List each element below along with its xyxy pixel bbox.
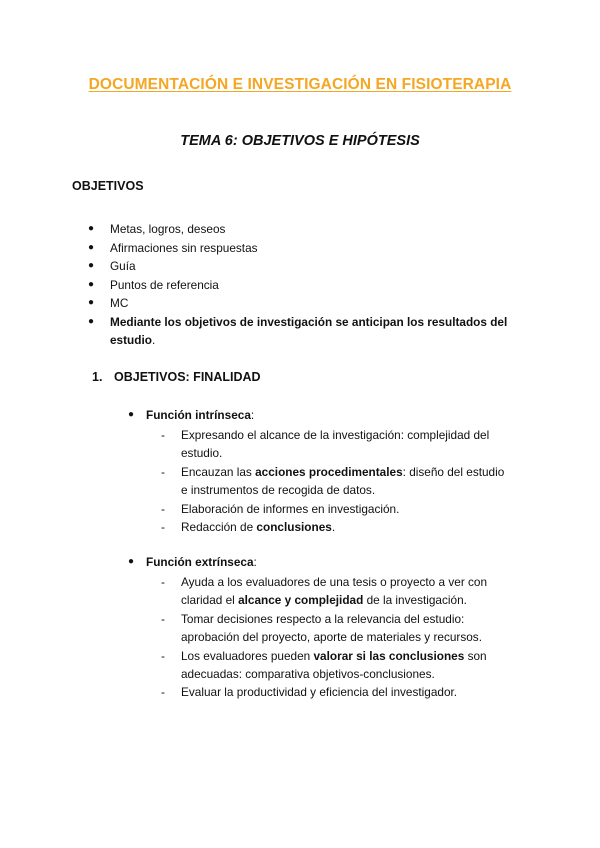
intrinsic-function-title: ● Función intrínseca: xyxy=(128,408,255,422)
dash-icon: - xyxy=(161,611,165,626)
section-heading: OBJETIVOS xyxy=(72,179,144,193)
dash-icon: - xyxy=(161,575,165,589)
list-item: - Tomar decisiones respecto a la relevancia del estudio: aprobación del proyecto, aporte de materiales y recursos. xyxy=(161,611,482,645)
list-item: ● Guía xyxy=(88,257,528,276)
list-item: - Los evaluadores pueden valorar si las conclusiones son adecuadas: comparativa objetivos-conclusiones. xyxy=(161,648,487,682)
bullet-icon: ● xyxy=(128,556,135,567)
topic-title: TEMA 6: OBJETIVOS E HIPÓTESIS xyxy=(180,133,420,149)
list-item-bold: ● Mediante los objetivos de investigación se anticipan los resultados del estudio. xyxy=(88,314,508,347)
bullet-icon: ● xyxy=(88,223,95,234)
objectives-bullet-list xyxy=(88,220,528,350)
list-item: ● Puntos de referencia xyxy=(88,276,528,295)
bullet-icon: ● xyxy=(88,278,95,290)
heading-text: OBJETIVOS: FINALIDAD xyxy=(114,370,261,384)
list-item: - Expresando el alcance de la investigación: complejidad del estudio. xyxy=(161,428,490,461)
dash-icon: - xyxy=(161,685,165,700)
bullet-icon: ● xyxy=(128,409,135,420)
document-title: DOCUMENTACIÓN E INVESTIGACIÓN EN FISIOTERAPIA xyxy=(88,76,512,93)
bullet-icon: ● xyxy=(88,315,95,327)
list-item: ● MC xyxy=(88,294,528,313)
list-item: - Evaluar la productividad y eficiencia del investigador. xyxy=(161,683,506,701)
extrinsic-function-block xyxy=(128,553,528,702)
intrinsic-function-block xyxy=(128,406,528,536)
list-item: - Redacción de conclusiones. xyxy=(161,518,506,536)
bullet-icon: ● xyxy=(88,241,95,253)
dash-icon: - xyxy=(161,501,165,516)
dash-icon: - xyxy=(161,428,165,442)
dash-icon: - xyxy=(161,648,165,663)
list-item: - Encauzan las acciones procedimentales: diseño del estudio e instrumentos de recogida de datos. xyxy=(161,464,505,498)
list-item: - Elaboración de informes en investigación. xyxy=(161,500,506,518)
dash-icon: - xyxy=(161,464,165,479)
intrinsic-items xyxy=(161,426,506,536)
list-item: ● Metas, logros, deseos xyxy=(88,220,528,239)
extrinsic-function-title: ● Función extrínseca: xyxy=(128,555,257,569)
numbered-heading xyxy=(92,370,261,384)
dash-icon: - xyxy=(161,520,165,535)
bullet-icon: ● xyxy=(88,297,95,308)
list-item: ● Afirmaciones sin respuestas xyxy=(88,239,528,258)
list-item: - Ayuda a los evaluadores de una tesis o proyecto a ver con claridad el alcance y complejidad de la investigación. xyxy=(161,575,488,608)
bullet-icon: ● xyxy=(88,260,95,271)
extrinsic-items xyxy=(161,573,506,702)
heading-number: 1. xyxy=(92,370,103,384)
